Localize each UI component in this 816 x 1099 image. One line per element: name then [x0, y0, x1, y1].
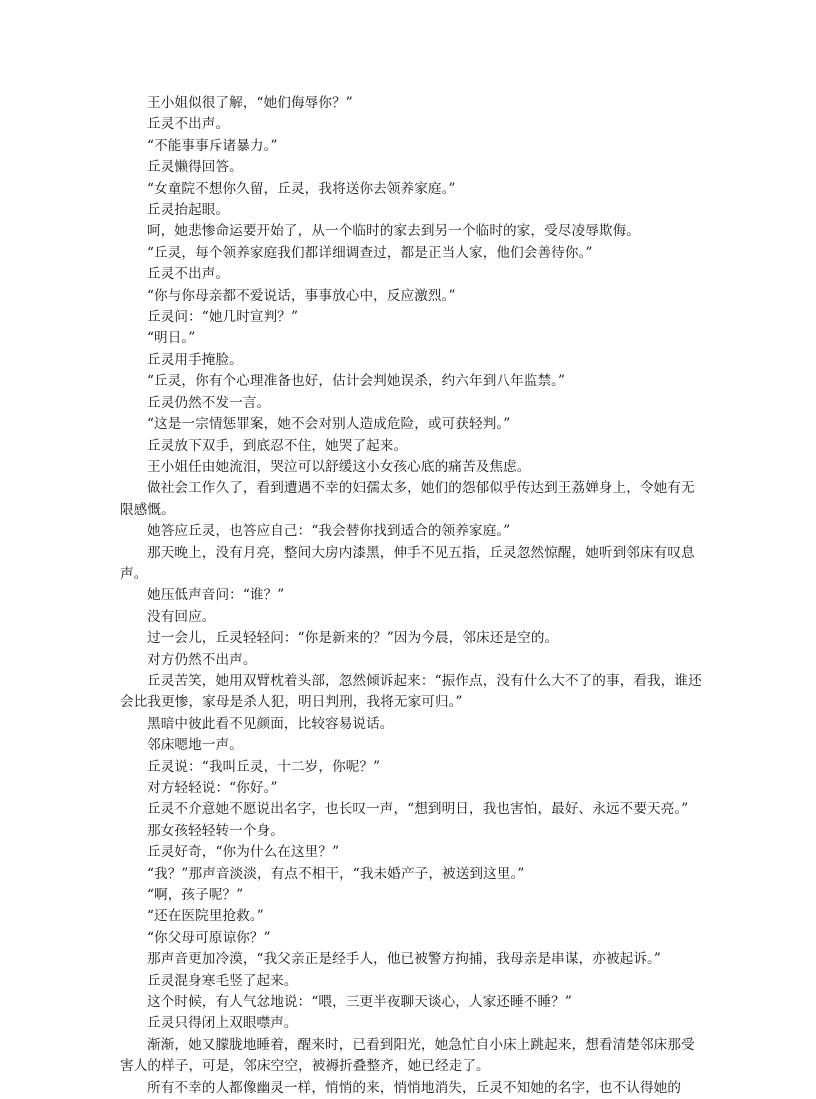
paragraph: 那天晚上，没有月亮，整间大房内漆黑，伸手不见五指，丘灵忽然惊醒，她听到邻床有叹息声。 [120, 544, 695, 582]
paragraph: 丘灵问：“她几时宣判？” [147, 309, 299, 326]
paragraph: 丘灵懒得回答。 [147, 159, 243, 176]
paragraph: “不能事事斥诸暴力。” [147, 137, 278, 154]
paragraph: 丘灵苦笑，她用双臂枕着头部，忽然倾诉起来：“振作点，没有什么大不了的事，看我，谁还会比我更惨，家母是杀人犯，明日判刑，我将无家可归。” [120, 672, 702, 711]
paragraph: 丘灵好奇，“你为什么在这里？” [147, 844, 340, 861]
paragraph: 没有回应。 [147, 608, 216, 625]
paragraph: “我？”那声音淡淡，有点不相干，“我未婚产子，被送到这里。” [147, 865, 525, 882]
paragraph: “你父母可原谅你？” [147, 929, 271, 946]
paragraph: 她答应丘灵，也答应自己：“我会替你找到适合的领养家庭。” [147, 523, 511, 540]
paragraph: “丘灵，你有个心理准备也好，估计会判她误杀，约六年到八年监禁。” [147, 373, 566, 390]
paragraph: 丘灵说：“我叫丘灵，十二岁，你呢？” [147, 758, 381, 775]
paragraph: “你与你母亲都不爱说话，事事放心中，反应激烈。” [147, 287, 456, 304]
paragraph: 呵，她悲惨命运要开始了，从一个临时的家去到另一个临时的家，受尽凌辱欺侮。 [147, 223, 640, 240]
paragraph: 所有不幸的人都像幽灵一样，悄悄的来，悄悄地消失，丘灵不知她的名字，也不认得她的 [147, 1079, 682, 1096]
paragraph: 丘灵抬起眼。 [147, 202, 230, 219]
paragraph: “丘灵，每个领养家庭我们都详细调查过，都是正当人家，他们会善待你。” [147, 244, 593, 261]
paragraph: 对方仍然不出声。 [147, 651, 257, 668]
paragraph: “女童院不想你久留，丘灵，我将送你去领养家庭。” [147, 180, 456, 197]
paragraph: “啊，孩子呢？” [147, 887, 244, 904]
paragraph: 做社会工作久了，看到遭遇不幸的妇孺太多，她们的怨郁似乎传达到王荔婵身上，令她有无限感慨。 [120, 480, 695, 518]
paragraph: 丘灵只得闭上双眼噤声。 [147, 1015, 298, 1032]
paragraph: “还在医院里抢救。” [147, 908, 264, 925]
paragraph: 她压低声音问：“谁？” [147, 587, 285, 604]
paragraph: 那声音更加冷漠，“我父亲正是经手人，他已被警方拘捕，我母亲是串谋，亦被起诉。” [147, 951, 661, 968]
paragraph: 丘灵放下双手，到底忍不住，她哭了起来。 [147, 437, 408, 454]
paragraph: 丘灵不介意她不愿说出名字，也长叹一声，“想到明日，我也害怕，最好、永远不要天亮。” [147, 801, 689, 818]
paragraph: “这是一宗情惩罪案，她不会对别人造成危险，或可获轻判。” [147, 416, 511, 433]
paragraph: 王小姐任由她流泪，哭泣可以舒缓这小女孩心底的痛苦及焦虑。 [147, 458, 531, 475]
paragraph: 对方轻轻说：“你好。” [147, 780, 278, 796]
paragraph: 那女孩轻轻转一个身。 [147, 822, 284, 839]
paragraph: 黑暗中彼此看不见颜面，比较容易说话。 [147, 715, 394, 732]
document-page [120, 93, 702, 1099]
paragraph: 渐渐，她又朦胧地睡着，醒来时，已看到阳光，她急忙自小床上跳起来，想看清楚邻床那受害人的样子，可是，邻床空空，被褥折叠整齐，她已经走了。 [120, 1036, 695, 1075]
paragraph: 王小姐似很了解，“她们侮辱你？” [147, 95, 353, 111]
paragraph: 丘灵仍然不发一言。 [147, 394, 271, 411]
paragraph: 丘灵用手掩脸。 [147, 351, 243, 368]
paragraph: 丘灵混身寒毛竖了起来。 [147, 972, 298, 989]
paragraph: 邻床嗯地一声。 [147, 737, 243, 754]
paragraph: 丘灵不出声。 [147, 116, 230, 133]
paragraph: “明日。” [147, 330, 196, 347]
paragraph: 过一会儿，丘灵轻轻问：“你是新来的？”因为今晨，邻床还是空的。 [147, 630, 559, 647]
paragraph: 丘灵不出声。 [147, 266, 230, 283]
paragraph: 这个时候，有人气忿地说：“喂，三更半夜聊天谈心，人家还睡不睡？” [147, 994, 572, 1011]
